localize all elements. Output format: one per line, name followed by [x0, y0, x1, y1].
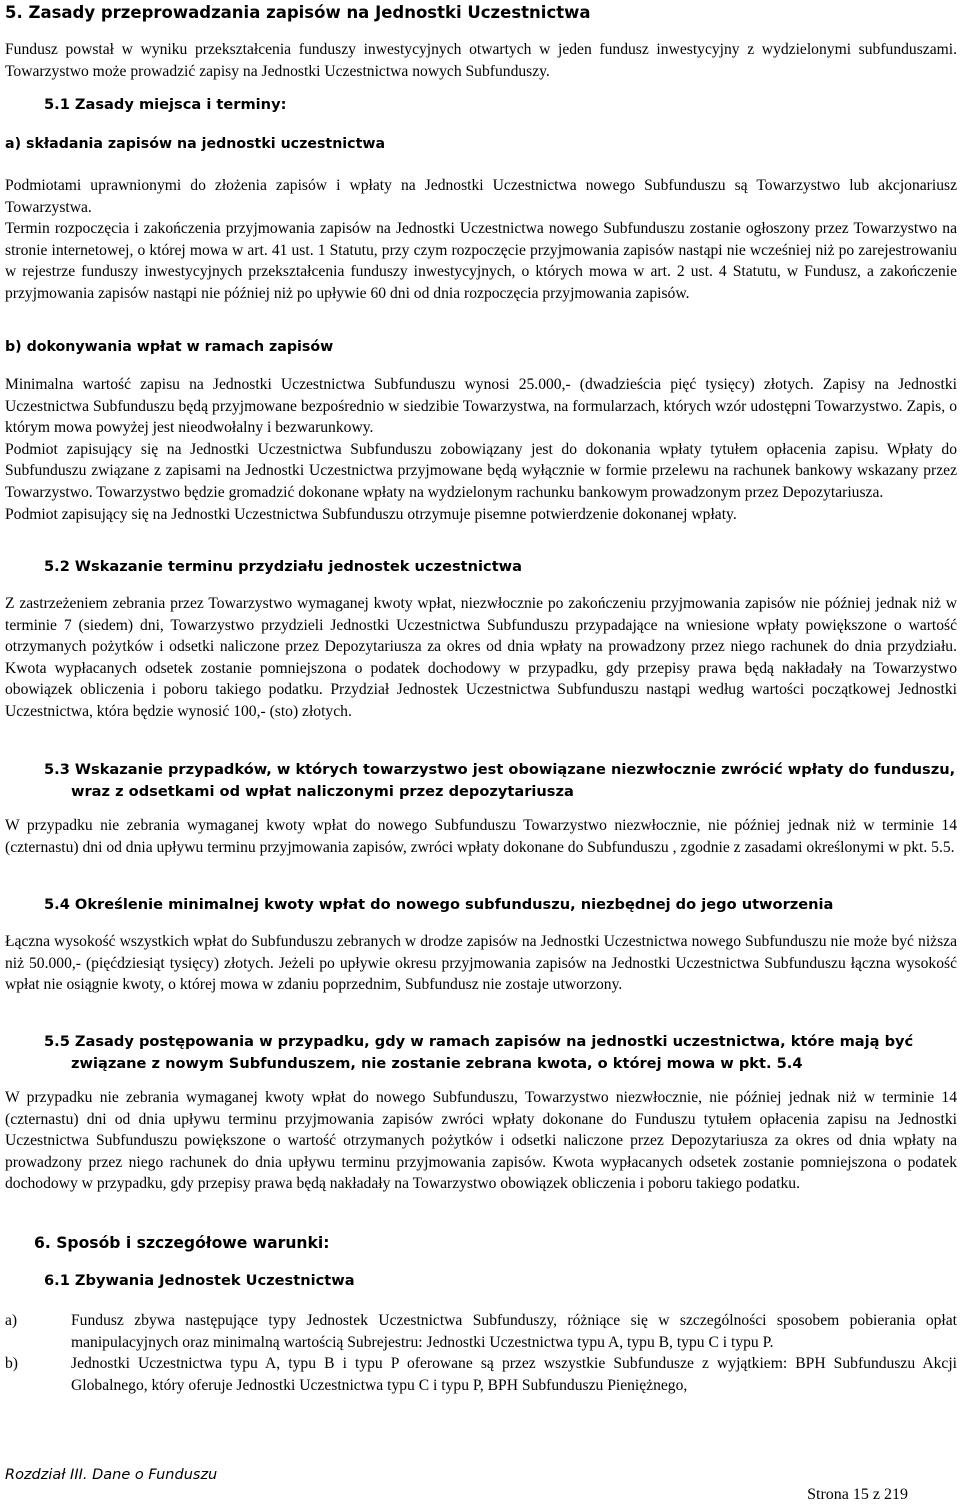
list-item-a: Fundusz zbywa następujące typy Jednostek Uczestnictwa Subfunduszy, różniące się w szczególności sposobem pobierania opłat manipulacyjnych oraz minimalną wartością Subrejestru: Jednostki Uczestnictwa typu A, typu B, typu C i typu P. [71, 1312, 957, 1351]
section-6-title: 6. Sposób i szczegółowe warunki: [34, 1234, 330, 1252]
subsection-b-paragraph-2: Podmiot zapisujący się na Jednostki Uczestnictwa Subfunduszu zobowiązany jest do dokonania wpłaty tytułem opłacenia zapisu. Wpłaty do Subfunduszu związane z zapisami na Jednostki Uczestnictwa przyjmowane będą wyłącznie w formie przelewu na rachunek bankowy wskazany przez Towarzystwo. Towarzystwo będzie gromadzić dokonane wpłaty na wydzielonym rachunku bankowym prowadzonym przez Depozytariusza. [5, 440, 957, 501]
intro-paragraph: Fundusz powstał w wyniku przekształcenia funduszy inwestycyjnych otwartych w jeden fundusz inwestycyjny z wydzielonymi subfunduszami. Towarzystwo może prowadzić zapisy na Jednostki Uczestnictwa nowych Subfunduszy. [5, 41, 957, 80]
section-6-1-heading: 6.1 Zbywania Jednostek Uczestnictwa [44, 1272, 355, 1289]
footer-page-number: Strona 15 z 219 [807, 1486, 908, 1503]
subsection-b-paragraph-3: Podmiot zapisujący się na Jednostki Uczestnictwa Subfunduszu otrzymuje pisemne potwierdzenie dokonanej wpłaty. [5, 505, 737, 523]
section-5-3-heading-line-2: wraz z odsetkami od wpłat naliczonymi przez depozytariusza [71, 783, 574, 800]
list-label-a: a) [5, 1312, 18, 1329]
list-item-b: Jednostki Uczestnictwa typu A, typu B i typu P oferowane są przez wszystkie Subfundusze z wyjątkiem: BPH Subfunduszu Akcji Globalnego, który oferuje Jednostki Uczestnictwa typu C i typu P, BPH Subfunduszu Pieniężnego, [71, 1355, 957, 1394]
section-5-2-heading: 5.2 Wskazanie terminu przydziału jednostek uczestnictwa [44, 558, 523, 575]
section-5-4-heading: 5.4 Określenie minimalnej kwoty wpłat do nowego subfunduszu, niezbędnej do jego utworzenia [44, 896, 834, 913]
subsection-b-paragraph-1: Minimalna wartość zapisu na Jednostki Uczestnictwa Subfunduszu wynosi 25.000,- (dwadzieścia pięć tysięcy) złotych. Zapisy na Jednostki Uczestnictwa Subfunduszu będą przyjmowane bezpośrednio w siedzibie Towarzystwa, na formularzach, których wzór udostępni Towarzystwo. Zapis, o którym mowa powyżej jest nieodwołalny i bezwarunkowy. [5, 376, 957, 437]
list-label-b: b) [5, 1355, 18, 1372]
subsection-a-heading: a) składania zapisów na jednostki uczestnictwa [5, 136, 386, 152]
section-5-5-heading-line-1: 5.5 Zasady postępowania w przypadku, gdy w ramach zapisów na jednostki uczestnictwa, które mają być [44, 1033, 914, 1050]
section-5-1-heading: 5.1 Zasady miejsca i terminy: [44, 96, 287, 113]
section-5-3-heading-line-1: 5.3 Wskazanie przypadków, w których towarzystwo jest obowiązane niezwłocznie zwrócić wpłaty do funduszu, [44, 761, 956, 778]
subsection-a-paragraph-1: Podmiotami uprawnionymi do złożenia zapisów i wpłaty na Jednostki Uczestnictwa nowego Subfunduszu są Towarzystwo lub akcjonariusz Towarzystwa. [5, 177, 957, 216]
section-5-4-body: Łączna wysokość wszystkich wpłat do Subfunduszu zebranych w drodze zapisów na Jednostki Uczestnictwa nowego Subfunduszu nie może być niższa niż 50.000,- (pięćdziesiąt tysięcy) złotych. Jeżeli po upływie okresu przyjmowania zapisów na Jednostki Uczestnictwa Subfunduszu łączna wysokość wpłat nie osiągnie kwoty, o której mowa w zdaniu poprzednim, Subfundusz nie zostaje utworzony. [5, 933, 957, 994]
section-5-3-heading [44, 759, 957, 803]
section-5-3-body: W przypadku nie zebrania wymaganej kwoty wpłat do nowego Subfunduszu Towarzystwo niezwłocznie, nie później jednak niż w terminie 14 (czternastu) dni od dnia upływu terminu przyjmowania zapisów, zwróci wpłaty dokonane do Subfunduszu , zgodnie z zasadami określonymi w pkt. 5.5. [5, 817, 957, 856]
section-5-2-body: Z zastrzeżeniem zebrania przez Towarzystwo wymaganej kwoty wpłat, niezwłocznie po zakończeniu przyjmowania zapisów nie później jednak niż w terminie 7 (siedem) dni, Towarzystwo przydzieli Jednostki Uczestnictwa Subfunduszu przypadające na wniesione wpłaty powiększone o wartość otrzymanych pożytków i odsetki naliczone przez Depozytariusza za okres od dnia wpłaty na prowadzony przez niego rachunek do dnia przydziału. Kwota wypłacanych odsetek zostanie pomniejszona o podatek dochodowy w przypadku, gdy przepisy prawa będą nakładały na Towarzystwo obowiązek obliczenia i poboru takiego podatku. Przydział Jednostek Uczestnictwa Subfunduszu nastąpi według wartości początkowej Jednostki Uczestnictwa, która będzie wynosić 100,- (sto) złotych. [5, 595, 957, 720]
subsection-a-body [5, 175, 957, 305]
subsection-b-body [5, 374, 957, 525]
section-5-5-body: W przypadku nie zebrania wymaganej kwoty wpłat do nowego Subfunduszu, Towarzystwo niezwłocznie, nie później jednak niż w terminie 14 (czternastu) dni od dnia upływu terminu przyjmowania zapisów zwróci wpłaty dokonane do Funduszu tytułem opłacenia zapisu na Jednostki Uczestnictwa Subfunduszu powiększone o wartość otrzymanych pożytków i odsetki naliczone przez Depozytariusza za okres od dnia wpłaty na prowadzony przez niego rachunek do dnia upływu terminu przyjmowania zapisów. Kwota wypłacanych odsetek zostanie pomniejszona o podatek dochodowy w przypadku, gdy przepisy prawa będą nakładały na Towarzystwo obowiązek obliczenia i poboru takiego podatku. [5, 1089, 957, 1193]
subsection-b-heading: b) dokonywania wpłat w ramach zapisów [5, 339, 334, 355]
footer-chapter: Rozdział III. Dane o Funduszu [5, 1467, 218, 1483]
section-5-title: 5. Zasady przeprowadzania zapisów na Jednostki Uczestnictwa [5, 3, 591, 22]
section-5-5-heading [44, 1031, 957, 1075]
section-5-5-heading-line-2: związane z nowym Subfunduszem, nie zostanie zebrana kwota, o której mowa w pkt. 5.4 [71, 1055, 803, 1072]
subsection-a-paragraph-2: Termin rozpoczęcia i zakończenia przyjmowania zapisów na Jednostki Uczestnictwa nowego Subfunduszu zostanie ogłoszony przez Towarzystwo na stronie internetowej, o której mowa w art. 41 ust. 1 Statutu, przy czym rozpoczęcie przyjmowania zapisów nastąpi nie wcześniej niż po zarejestrowaniu w rejestrze funduszy inwestycyjnych przekształcenia funduszy inwestycyjnych, o których mowa w art. 2 ust. 4 Statutu, w Fundusz, a zakończenie przyjmowania zapisów nastąpi nie później niż po upływie 60 dni od dnia rozpoczęcia przyjmowania zapisów. [5, 220, 957, 302]
